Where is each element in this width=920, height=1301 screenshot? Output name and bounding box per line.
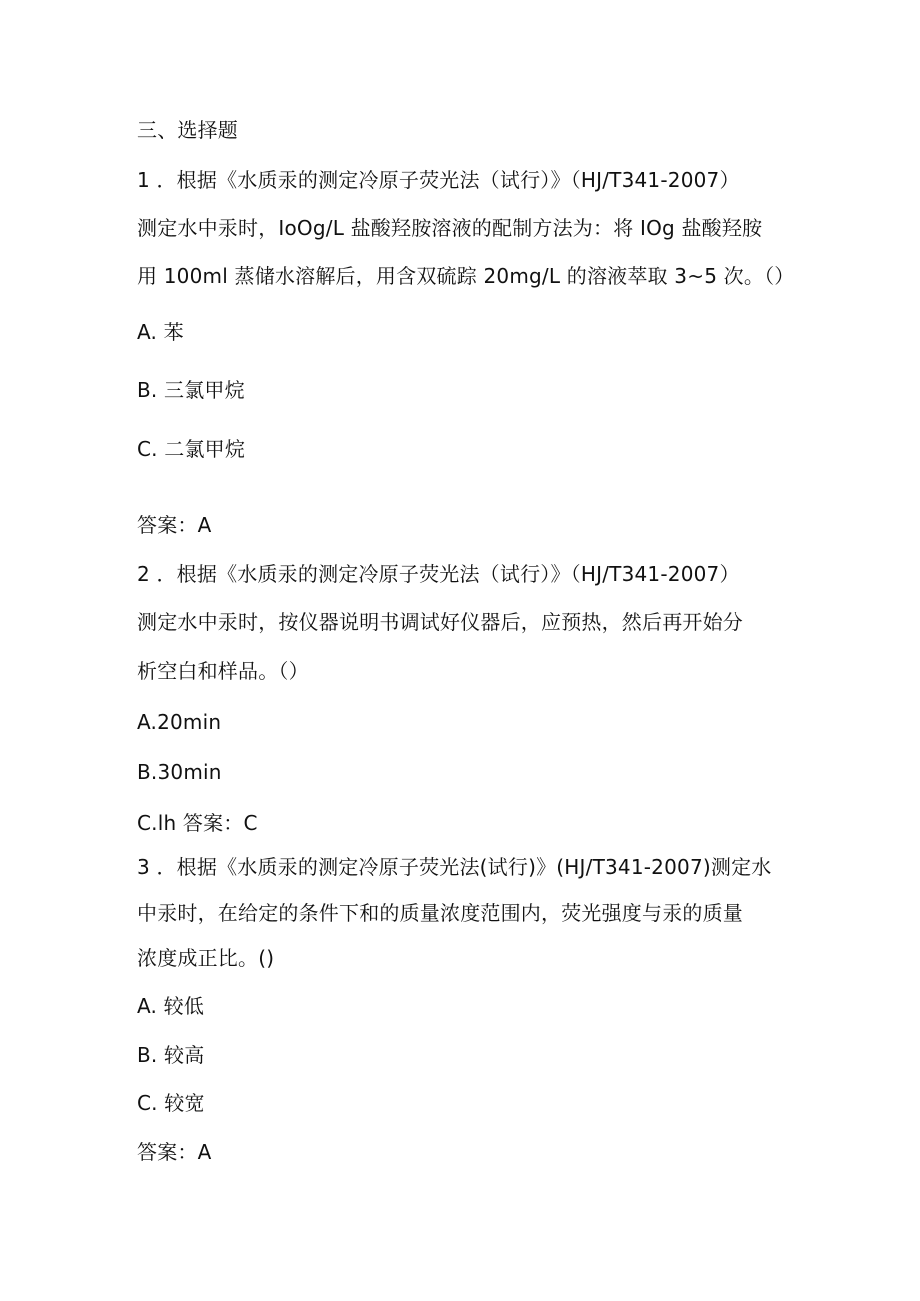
question-1-option-a: A. 苯 xyxy=(137,320,184,344)
question-2-option-a: A.20min xyxy=(137,710,222,734)
question-3-option-a: A. 较低 xyxy=(137,994,205,1018)
question-3-option-b: B. 较高 xyxy=(137,1043,205,1067)
question-2-option-c-answer: C.lh 答案：C xyxy=(137,811,258,835)
question-1-option-b: B. 三氯甲烷 xyxy=(137,378,245,402)
question-3-line-3: 浓度成正比。() xyxy=(137,946,275,970)
question-1-option-c: C. 二氯甲烷 xyxy=(137,437,246,461)
question-3-answer: 答案：A xyxy=(137,1140,212,1164)
question-1-answer: 答案：A xyxy=(137,513,212,537)
question-2-line-3: 析空白和样品。（） xyxy=(137,659,309,683)
question-2-option-b: B.30min xyxy=(137,760,222,784)
question-3-line-2: 中汞时，在给定的条件下和的质量浓度范围内，荧光强度与汞的质量 xyxy=(137,901,743,925)
section-title: 三、选择题 xyxy=(137,118,238,142)
question-1-line-3: 用 100ml 蒸储水溶解后，用含双硫踪 20mg/L 的溶液萃取 3~5 次。（） xyxy=(137,264,795,288)
question-1-line-1: 1 ．根据《水质汞的测定冷原子荧光法（试行）》（HJ/T341-2007） xyxy=(137,168,740,192)
question-2-line-2: 测定水中汞时，按仪器说明书调试好仪器后，应预热，然后再开始分 xyxy=(137,610,743,634)
question-3-line-1: 3 ．根据《水质汞的测定冷原子荧光法(试行)》(HJ/T341-2007)测定水 xyxy=(137,855,772,879)
question-1-line-2: 测定水中汞时，IoOg/L 盐酸羟胺溶液的配制方法为：将 IOg 盐酸羟胺 xyxy=(137,216,763,240)
question-2-line-1: 2 ．根据《水质汞的测定冷原子荧光法（试行）》（HJ/T341-2007） xyxy=(137,562,740,586)
question-3-option-c: C. 较宽 xyxy=(137,1091,205,1115)
